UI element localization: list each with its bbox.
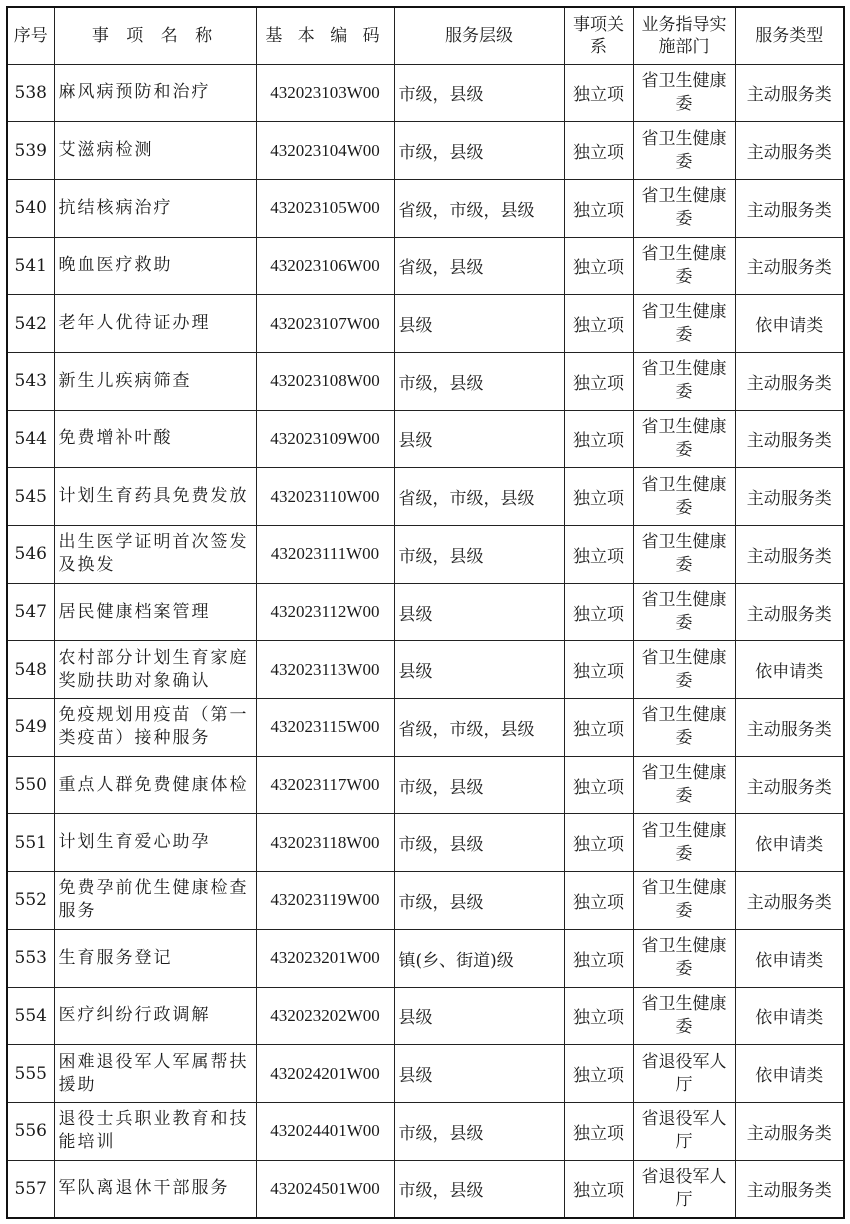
row-item-name: 重点人群免费健康体检 [54,756,256,814]
row-guiding-department: 省卫生健康委 [633,410,735,468]
row-service-type: 主动服务类 [735,526,844,584]
row-index: 555 [7,1045,54,1103]
row-service-type: 主动服务类 [735,1160,844,1218]
row-service-type: 依申请类 [735,987,844,1045]
row-item-name: 生育服务登记 [54,929,256,987]
row-index: 557 [7,1160,54,1218]
row-item-relation: 独立项 [564,468,633,526]
row-item-name: 计划生育药具免费发放 [54,468,256,526]
row-base-code: 432023104W00 [256,122,394,180]
table-row [7,872,844,930]
table-row [7,122,844,180]
row-item-name: 计划生育爱心助孕 [54,814,256,872]
row-service-level: 市级，县级 [394,64,564,122]
row-service-level: 县级 [394,1045,564,1103]
row-base-code: 432023111W00 [256,526,394,584]
row-service-level: 市级，县级 [394,756,564,814]
row-index: 539 [7,122,54,180]
table-row [7,237,844,295]
row-item-relation: 独立项 [564,987,633,1045]
row-item-name: 免费增补叶酸 [54,410,256,468]
row-base-code: 432023109W00 [256,410,394,468]
row-service-type: 依申请类 [735,929,844,987]
table-row [7,526,844,584]
row-item-relation: 独立项 [564,814,633,872]
row-guiding-department: 省卫生健康委 [633,237,735,295]
row-service-type: 主动服务类 [735,179,844,237]
row-service-level: 市级，县级 [394,526,564,584]
row-item-relation: 独立项 [564,352,633,410]
row-base-code: 432023201W00 [256,929,394,987]
row-base-code: 432023115W00 [256,699,394,757]
row-service-type: 主动服务类 [735,583,844,641]
row-service-level: 市级，县级 [394,872,564,930]
row-guiding-department: 省卫生健康委 [633,64,735,122]
row-item-relation: 独立项 [564,1045,633,1103]
row-item-name: 晚血医疗救助 [54,237,256,295]
table-row [7,699,844,757]
header-service-level: 服务层级 [394,7,564,64]
row-guiding-department: 省退役军人厅 [633,1160,735,1218]
table-row [7,929,844,987]
header-row [7,7,844,64]
row-service-level: 县级 [394,583,564,641]
row-item-name: 居民健康档案管理 [54,583,256,641]
row-index: 538 [7,64,54,122]
row-base-code: 432024201W00 [256,1045,394,1103]
service-items-table [6,6,845,1219]
row-service-level: 市级，县级 [394,352,564,410]
row-item-relation: 独立项 [564,583,633,641]
row-item-relation: 独立项 [564,872,633,930]
row-service-type: 主动服务类 [735,237,844,295]
row-guiding-department: 省卫生健康委 [633,122,735,180]
row-service-type: 依申请类 [735,295,844,353]
row-service-level: 市级，县级 [394,1102,564,1160]
row-item-relation: 独立项 [564,526,633,584]
row-service-type: 主动服务类 [735,64,844,122]
row-index: 547 [7,583,54,641]
row-base-code: 432023106W00 [256,237,394,295]
row-base-code: 432023107W00 [256,295,394,353]
table-row [7,1102,844,1160]
row-item-relation: 独立项 [564,756,633,814]
row-base-code: 432023119W00 [256,872,394,930]
row-service-level: 省级，市级，县级 [394,179,564,237]
row-item-name: 免疫规划用疫苗（第一类疫苗）接种服务 [54,699,256,757]
row-service-level: 县级 [394,987,564,1045]
table-row [7,410,844,468]
row-guiding-department: 省卫生健康委 [633,641,735,699]
row-index: 540 [7,179,54,237]
row-index: 548 [7,641,54,699]
row-item-relation: 独立项 [564,122,633,180]
row-guiding-department: 省卫生健康委 [633,526,735,584]
header-index: 序号 [7,7,54,64]
row-index: 554 [7,987,54,1045]
row-service-type: 主动服务类 [735,410,844,468]
row-guiding-department: 省卫生健康委 [633,468,735,526]
row-service-level: 省级，市级，县级 [394,699,564,757]
row-item-name: 新生儿疾病筛查 [54,352,256,410]
header-base-code: 基 本 编 码 [256,7,394,64]
row-item-name: 农村部分计划生育家庭奖励扶助对象确认 [54,641,256,699]
table-row [7,468,844,526]
row-service-type: 主动服务类 [735,1102,844,1160]
row-item-relation: 独立项 [564,64,633,122]
row-service-type: 主动服务类 [735,699,844,757]
row-index: 544 [7,410,54,468]
row-guiding-department: 省卫生健康委 [633,583,735,641]
row-base-code: 432024501W00 [256,1160,394,1218]
row-item-name: 军队离退休干部服务 [54,1160,256,1218]
table-row [7,352,844,410]
row-guiding-department: 省卫生健康委 [633,872,735,930]
header-service-type: 服务类型 [735,7,844,64]
table-row [7,814,844,872]
row-index: 543 [7,352,54,410]
row-item-relation: 独立项 [564,699,633,757]
table-row [7,641,844,699]
row-service-type: 依申请类 [735,641,844,699]
row-guiding-department: 省退役军人厅 [633,1045,735,1103]
table-row [7,1045,844,1103]
row-service-level: 市级，县级 [394,122,564,180]
row-item-name: 退役士兵职业教育和技能培训 [54,1102,256,1160]
row-service-level: 市级，县级 [394,814,564,872]
row-item-relation: 独立项 [564,1102,633,1160]
row-service-level: 市级，县级 [394,1160,564,1218]
row-service-level: 县级 [394,295,564,353]
table-row [7,295,844,353]
row-service-type: 主动服务类 [735,352,844,410]
row-service-type: 依申请类 [735,1045,844,1103]
row-guiding-department: 省卫生健康委 [633,987,735,1045]
row-item-name: 免费孕前优生健康检查服务 [54,872,256,930]
row-index: 551 [7,814,54,872]
row-index: 549 [7,699,54,757]
row-guiding-department: 省卫生健康委 [633,756,735,814]
table-row [7,987,844,1045]
row-service-level: 县级 [394,641,564,699]
row-service-type: 主动服务类 [735,122,844,180]
row-base-code: 432023105W00 [256,179,394,237]
row-index: 541 [7,237,54,295]
row-item-name: 抗结核病治疗 [54,179,256,237]
row-guiding-department: 省卫生健康委 [633,179,735,237]
row-item-name: 出生医学证明首次签发及换发 [54,526,256,584]
row-item-relation: 独立项 [564,1160,633,1218]
row-base-code: 432023103W00 [256,64,394,122]
row-service-type: 主动服务类 [735,756,844,814]
row-index: 546 [7,526,54,584]
row-base-code: 432023108W00 [256,352,394,410]
row-base-code: 432024401W00 [256,1102,394,1160]
row-base-code: 432023117W00 [256,756,394,814]
table-row [7,64,844,122]
row-service-level: 镇(乡、街道)级 [394,929,564,987]
row-item-name: 麻风病预防和治疗 [54,64,256,122]
row-item-relation: 独立项 [564,179,633,237]
row-service-level: 省级，县级 [394,237,564,295]
row-item-relation: 独立项 [564,641,633,699]
row-guiding-department: 省卫生健康委 [633,699,735,757]
header-item-relation: 事项关系 [564,7,633,64]
row-guiding-department: 省卫生健康委 [633,814,735,872]
row-service-type: 主动服务类 [735,468,844,526]
row-base-code: 432023112W00 [256,583,394,641]
row-service-level: 县级 [394,410,564,468]
row-guiding-department: 省退役军人厅 [633,1102,735,1160]
row-guiding-department: 省卫生健康委 [633,295,735,353]
row-item-name: 困难退役军人军属帮扶援助 [54,1045,256,1103]
row-item-relation: 独立项 [564,929,633,987]
row-item-name: 艾滋病检测 [54,122,256,180]
row-base-code: 432023110W00 [256,468,394,526]
table-row [7,756,844,814]
row-item-relation: 独立项 [564,237,633,295]
row-item-name: 老年人优待证办理 [54,295,256,353]
row-index: 553 [7,929,54,987]
row-guiding-department: 省卫生健康委 [633,929,735,987]
table-row [7,583,844,641]
row-service-level: 省级，市级，县级 [394,468,564,526]
table-row [7,179,844,237]
header-guiding-department: 业务指导实施部门 [633,7,735,64]
row-index: 552 [7,872,54,930]
header-item-name: 事 项 名 称 [54,7,256,64]
row-base-code: 432023113W00 [256,641,394,699]
row-service-type: 主动服务类 [735,872,844,930]
row-base-code: 432023118W00 [256,814,394,872]
row-item-relation: 独立项 [564,295,633,353]
row-index: 542 [7,295,54,353]
row-index: 556 [7,1102,54,1160]
row-base-code: 432023202W00 [256,987,394,1045]
row-index: 545 [7,468,54,526]
row-service-type: 依申请类 [735,814,844,872]
row-item-name: 医疗纠纷行政调解 [54,987,256,1045]
row-index: 550 [7,756,54,814]
table-row [7,1160,844,1218]
row-item-relation: 独立项 [564,410,633,468]
row-guiding-department: 省卫生健康委 [633,352,735,410]
